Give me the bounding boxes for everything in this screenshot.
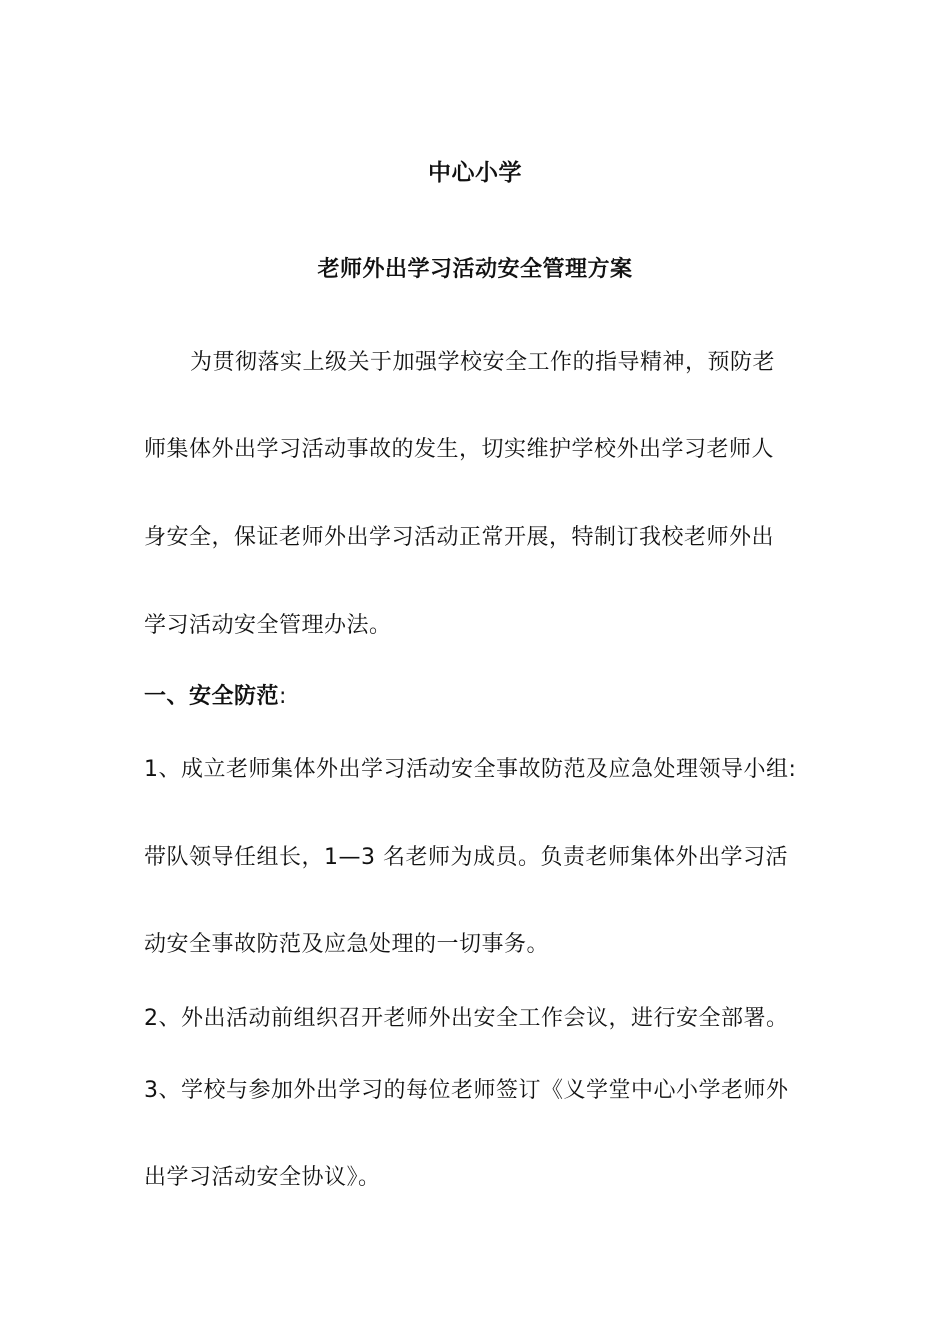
document-subtitle: 老师外出学习活动安全管理方案 bbox=[317, 257, 633, 282]
item-3-line-1: 3、学校与参加外出学习的每位老师签订《义学堂中心小学老师外 bbox=[144, 1078, 789, 1103]
document-title: 中心小学 bbox=[428, 160, 522, 186]
intro-line-1: 为贯彻落实上级关于加强学校安全工作的指导精神，预防老 bbox=[190, 350, 776, 375]
intro-line-2: 师集体外出学习活动事故的发生，切实维护学校外出学习老师人 bbox=[144, 437, 775, 462]
item-1-line-3: 动安全事故防范及应急处理的一切事务。 bbox=[144, 932, 550, 957]
item-2-line-1: 2、外出活动前组织召开老师外出安全工作会议，进行安全部署。 bbox=[144, 1006, 789, 1031]
item-1-line-1: 1、成立老师集体外出学习活动安全事故防范及应急处理领导小组: bbox=[144, 757, 797, 782]
section-heading bbox=[144, 682, 287, 712]
intro-line-4: 学习活动安全管理办法。 bbox=[144, 613, 392, 638]
item-1-line-2: 带队领导任组长，1—3 名老师为成员。负责老师集体外出学习活 bbox=[144, 845, 788, 870]
intro-line-3: 身安全，保证老师外出学习活动正常开展，特制订我校老师外出 bbox=[144, 525, 775, 550]
item-3-line-2: 出学习活动安全协议》。 bbox=[144, 1165, 381, 1190]
section-heading-colon: : bbox=[279, 684, 287, 709]
section-heading-text: 一、安全防范 bbox=[144, 684, 280, 709]
